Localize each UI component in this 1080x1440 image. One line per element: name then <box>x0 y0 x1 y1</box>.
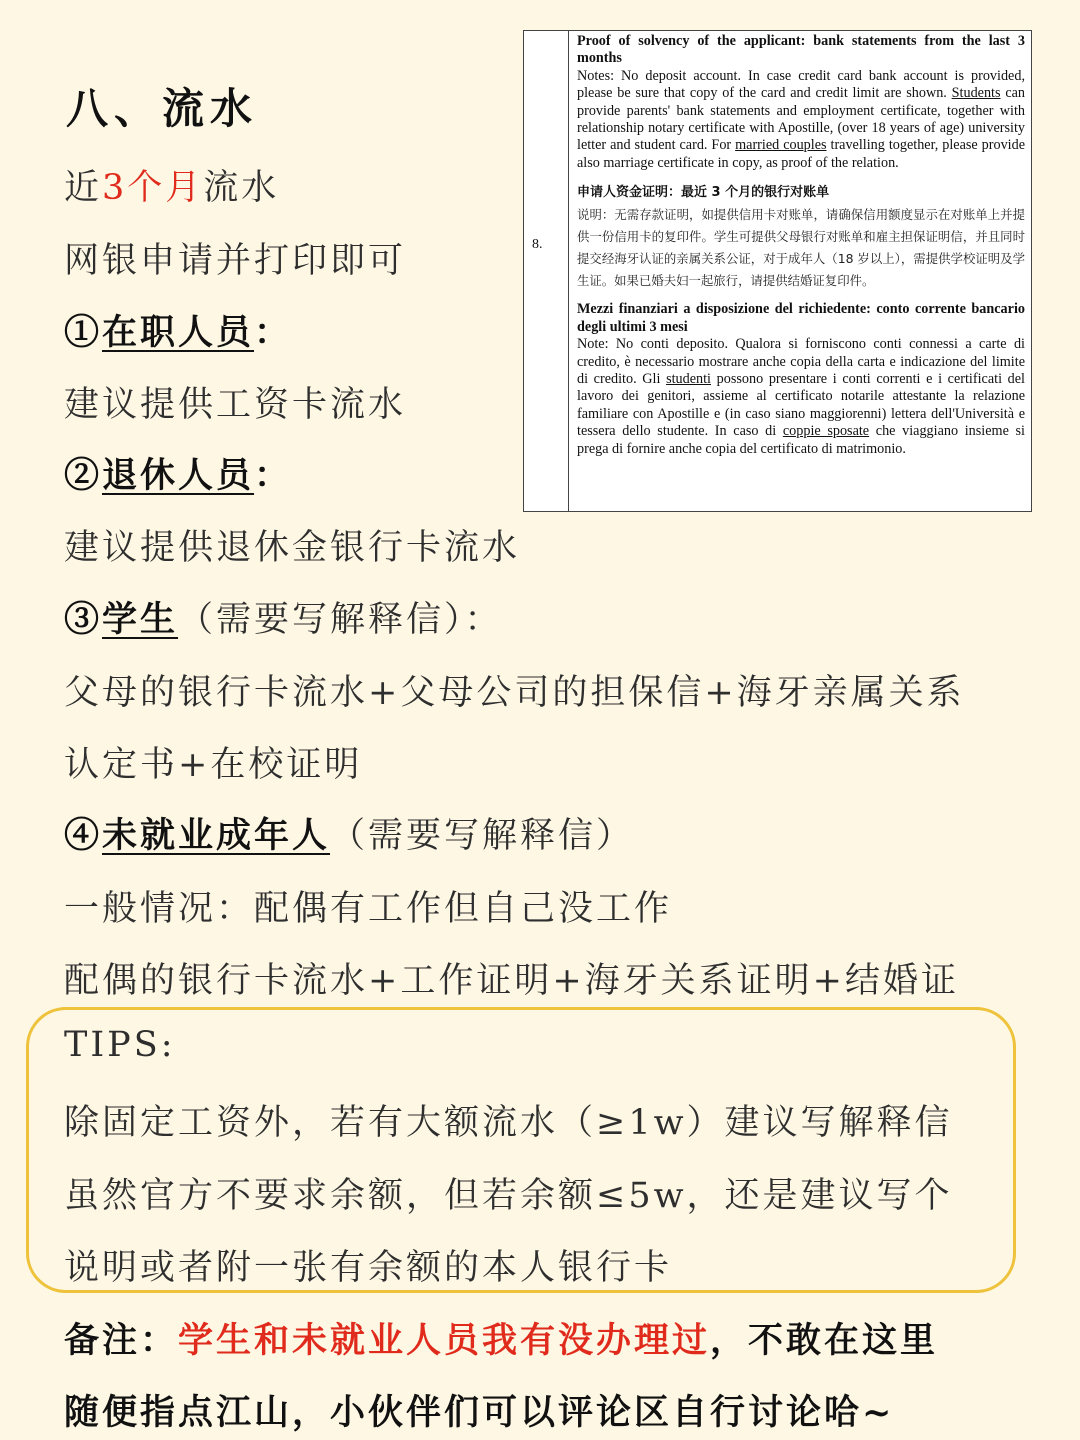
section-body-line: 认定书+在校证明 <box>64 745 363 785</box>
document-en-note <box>577 68 1025 172</box>
document-text: Students <box>951 85 1001 102</box>
document-text: Note: No conti deposito. Qualora si forniscono conti connessi a carte di credito, è necessario mostrare anche copia della carta e indicazione del limite di credito. Gli <box>577 336 1025 388</box>
section-heading-suffix: （需要写解释信）： <box>178 600 503 640</box>
section-marker: ① <box>64 312 103 353</box>
document-zh-note: 说明：无需存款证明，如提供信用卡对账单，请确保信用额度显示在对账单上并提供一份信用卡的复印件。学生可提供父母银行对账单和雇主担保证明信，并且同时提交经海牙认证的亲属关系公证，对于成年人（18 岁以上），需提供学校证明及学生证。如果已婚夫妇一起旅行，请提供结婚证复印件。 <box>577 207 1025 288</box>
document-body <box>577 33 1025 458</box>
intro-highlight: 3个月 <box>102 168 204 208</box>
section-heading-student <box>64 592 503 642</box>
section-heading-text: 退休人员 <box>102 455 255 496</box>
section-heading-text: 在职人员 <box>102 312 255 353</box>
section-heading-suffix: ： <box>254 312 293 353</box>
document-en-title: Proof of solvency of the applicant: bank statements from the last 3 months <box>577 33 1025 67</box>
section-heading-text: 未就业成年人 <box>102 815 331 856</box>
section-heading-suffix: （需要写解释信） <box>330 816 635 856</box>
intro-prefix: 近 <box>64 168 103 208</box>
document-text: possono presentare i conti correnti e i certificati del lavoro dei genitori, assieme al certificato notarile attestante la relazione familiare con Apostille e (in caso siano maggiorenni) lettera dell'Università e tessera dello studente. In caso di <box>577 371 1025 440</box>
section-heading-text: 学生 <box>102 599 179 640</box>
section-heading-suffix: ： <box>254 455 293 496</box>
intro-line-2: 网银申请并打印即可 <box>64 241 407 281</box>
section-body-line: 建议提供工资卡流水 <box>64 385 407 425</box>
section-body-line: 父母的银行卡流水+父母公司的担保信+海牙亲属关系 <box>64 673 965 713</box>
document-row-number: 8. <box>532 237 543 252</box>
document-it-title: Mezzi finanziari a disposizione del richiedente: conto corrente bancario degli ultimi 3 mesi <box>577 301 1025 335</box>
document-it-note <box>577 336 1025 458</box>
document-text: Notes: No deposit account. In case credit card bank account is provided, please be sure that copy of the card and credit limit are shown. <box>577 67 1025 102</box>
tips-line: 虽然官方不要求余额，但若余额≤5w，还是建议写个 <box>64 1176 953 1216</box>
document-text: can provide parents' bank statements and employment certificate, together with relationship notary certificate with Apostille, (over 18 years of age) university letter and student card. For <box>577 85 1026 154</box>
intro-line-1 <box>64 160 279 210</box>
section-body-line: 建议提供退休金银行卡流水 <box>64 528 521 568</box>
document-text: che viaggiano insieme si prega di fornire anche copia del certificato di matrimonio. <box>577 423 1026 457</box>
section-heading-retired <box>64 448 292 498</box>
document-zh-title: 申请人资金证明：最近 3 个月的银行对账单 <box>577 185 830 201</box>
section-heading-employed <box>64 305 292 355</box>
tips-line: 除固定工资外，若有大额流水（≥1w）建议写解释信 <box>64 1103 953 1143</box>
section-body-line: 配偶的银行卡流水+工作证明+海牙关系证明+结婚证 <box>64 961 959 1001</box>
page-title: 八、流水 <box>66 84 259 133</box>
section-marker: ③ <box>64 599 103 640</box>
tips-label: TIPS: <box>64 1025 176 1065</box>
section-body-line: 一般情况：配偶有工作但自己没工作 <box>64 889 673 929</box>
document-text: studenti <box>666 371 711 388</box>
note-line-1 <box>64 1313 938 1363</box>
section-marker: ② <box>64 455 103 496</box>
note-highlight: 学生和未就业人员我有没办理过 <box>178 1320 711 1361</box>
document-text: travelling together, please provide also marriage certificate in copy, as proof of the relation. <box>577 137 1026 171</box>
visa-requirement-document <box>523 30 1032 512</box>
document-text: coppie sposate <box>782 423 870 440</box>
note-rest: ，不敢在这里 <box>710 1320 939 1361</box>
tips-line: 说明或者附一张有余额的本人银行卡 <box>64 1248 673 1288</box>
section-marker: ④ <box>64 815 103 856</box>
section-heading-unemployed-adult <box>64 808 634 858</box>
note-line-2: 随便指点江山，小伙伴们可以评论区自行讨论哈~ <box>64 1392 895 1433</box>
note-label: 备注： <box>64 1320 179 1361</box>
intro-suffix: 流水 <box>203 168 280 208</box>
document-text: married couples <box>735 137 827 154</box>
document-column-divider <box>568 31 569 511</box>
